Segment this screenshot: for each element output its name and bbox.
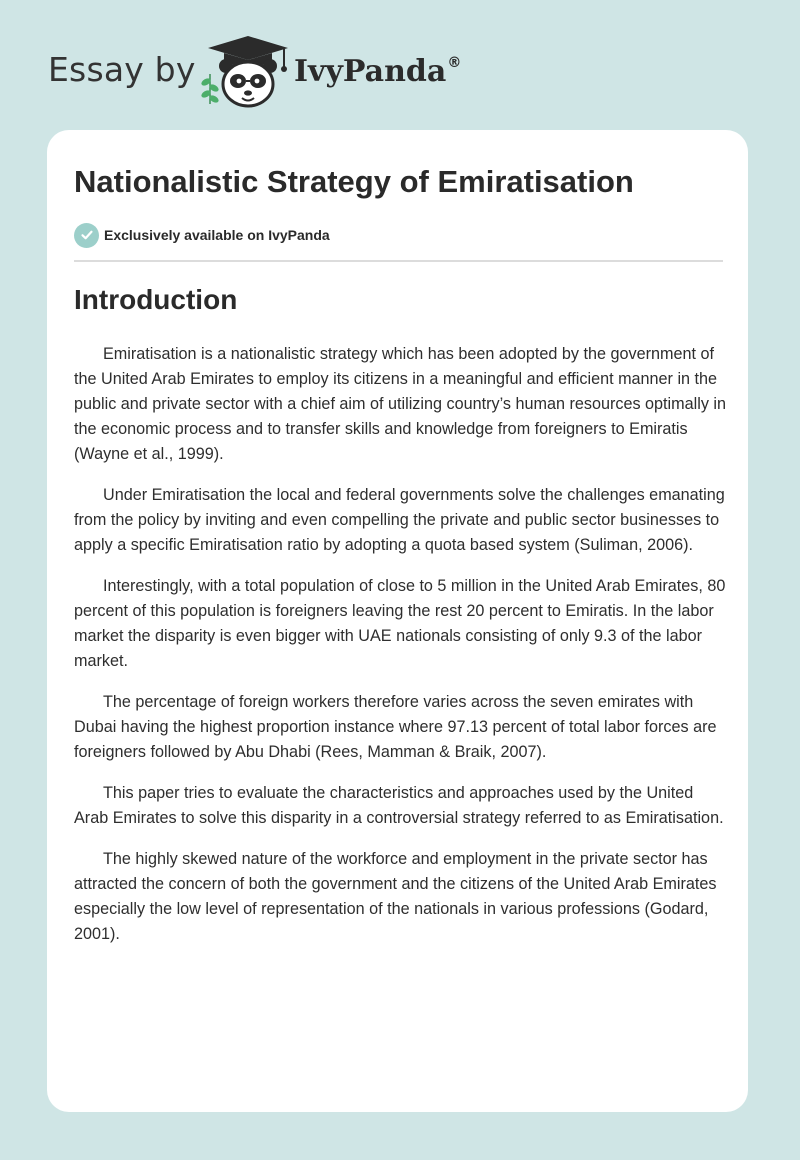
paragraph: The highly skewed nature of the workforce and employment in the private sector has attracted the concern of both the government and the citizens of the United Arab Emirates especially the low level of representation of the nationals in various professions (Godard, 2001). (74, 850, 717, 943)
brand-name[interactable]: IvyPanda® (294, 54, 462, 89)
check-circle-icon (74, 223, 99, 248)
section-heading-introduction: Introduction (74, 284, 238, 315)
essay-body (74, 342, 726, 963)
essay-by-label: Essay by (48, 50, 196, 89)
paragraph: This paper tries to evaluate the characteristics and approaches used by the United Arab Emirates to solve this disparity in a controversial strategy referred to as Emiratisation. (74, 784, 724, 827)
exclusive-badge (74, 222, 330, 248)
paragraph: Under Emiratisation the local and federal governments solve the challenges emanating from the policy by inviting and even compelling the private and public sector businesses to apply a specific Emiratisation ratio by adopting a quota based system (Suliman, 2006). (74, 486, 725, 554)
paragraph: Emiratisation is a nationalistic strategy which has been adopted by the government of the United Arab Emirates to employ its citizens in a meaningful and efficient manner in the public and private sector with a chief aim of utilizing country’s human resources optimally in the economic process and to transfer skills and knowledge from foreigners to Emiratis (Wayne et al., 1999). (74, 345, 727, 463)
registered-mark: ® (447, 55, 462, 71)
exclusive-badge-label: Exclusively available on IvyPanda (104, 227, 330, 243)
title-divider (74, 260, 723, 262)
essay-card (47, 130, 748, 1112)
paragraph: The percentage of foreign workers therefore varies across the seven emirates with Dubai having the highest proportion instance where 97.13 percent of total labor forces are foreigners followed by Abu Dhabi (Rees, Mamman & Braik, 2007). (74, 693, 717, 761)
site-header (48, 36, 508, 108)
paragraph: Interestingly, with a total population of close to 5 million in the United Arab Emirates, 80 percent of this population is foreigners leaving the rest 20 percent to Emiratis. In the labor market the disparity is even bigger with UAE nationals consisting of only 9.3 of the labor market. (74, 577, 726, 670)
page-title: Nationalistic Strategy of Emiratisation (74, 164, 634, 199)
panda-graduate-logo-icon[interactable] (200, 36, 292, 108)
